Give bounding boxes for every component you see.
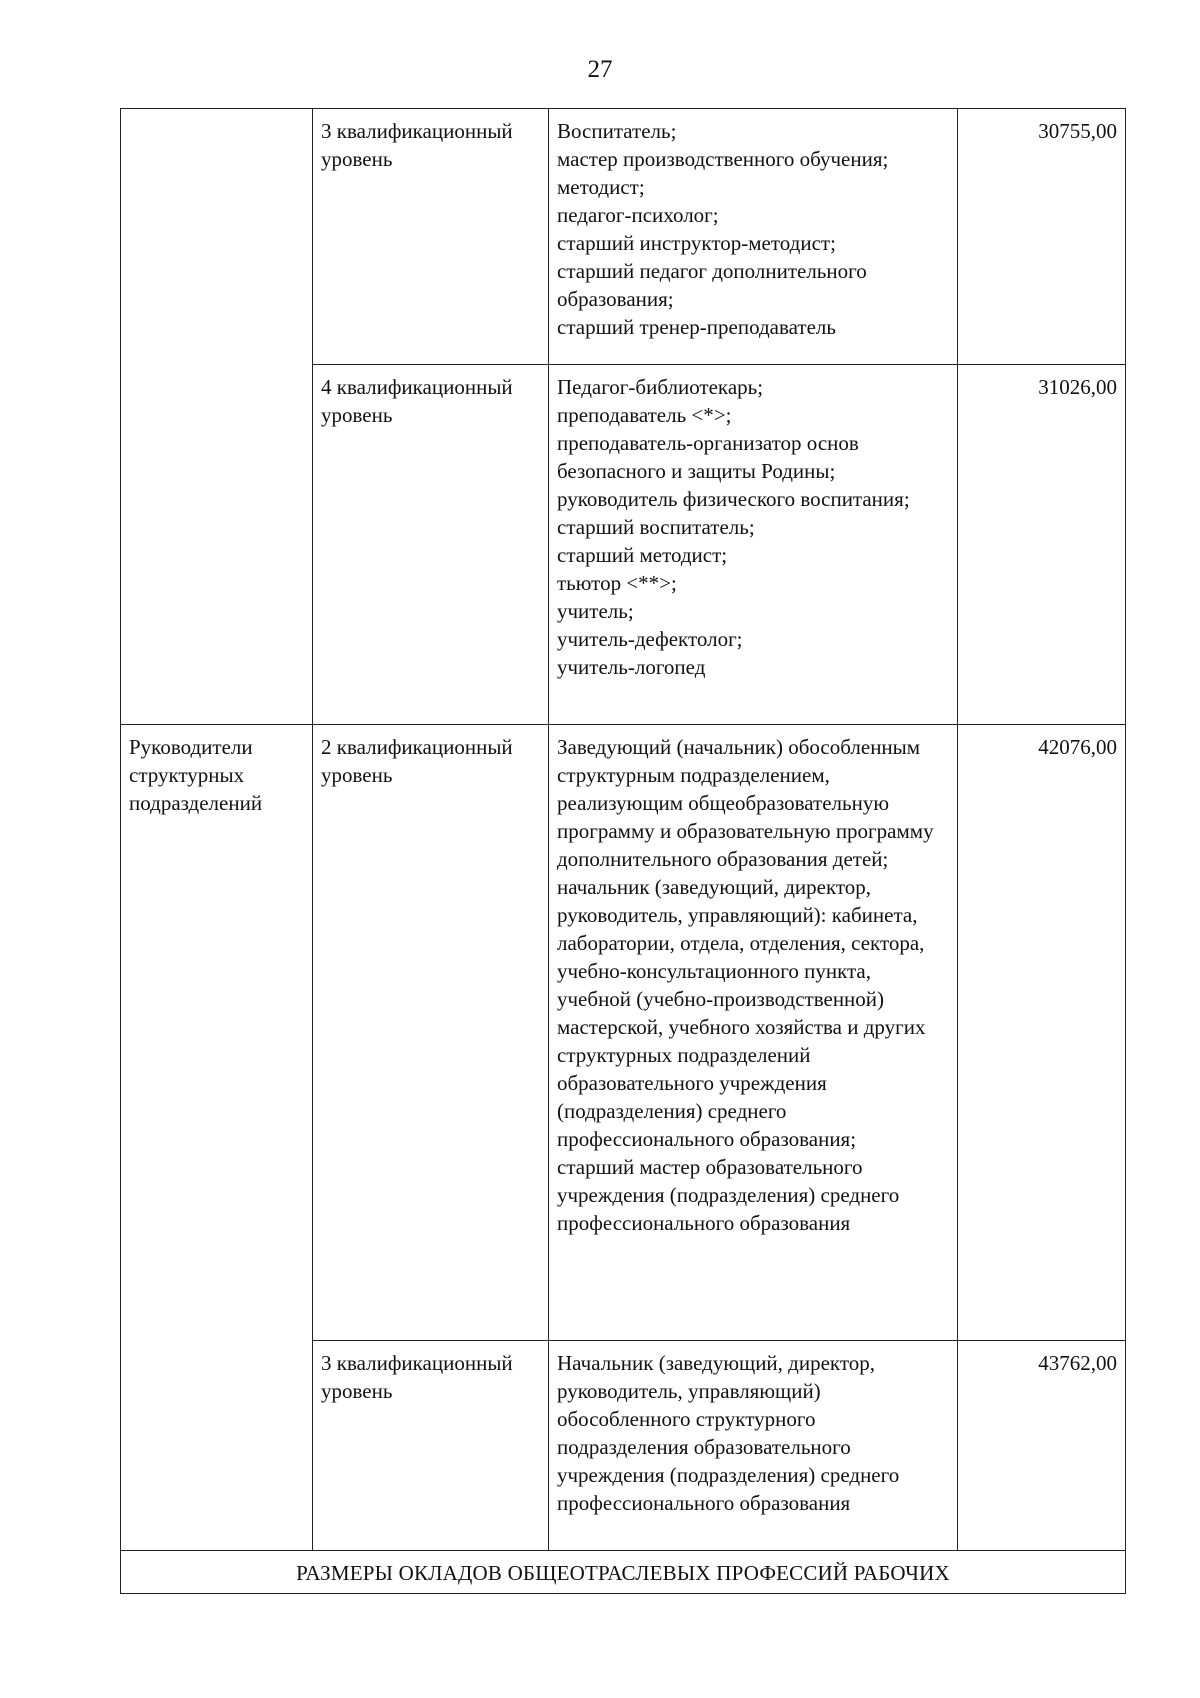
position-item: старший мастер образовательного учреждения (подразделения) среднего профессионального образования: [557, 1155, 900, 1235]
position-item: руководитель физического воспитания;: [557, 487, 910, 511]
position-item: учитель-логопед: [557, 655, 706, 679]
section-heading: РАЗМЕРЫ ОКЛАДОВ ОБЩЕОТРАСЛЕВЫХ ПРОФЕССИЙ РАБОЧИХ: [121, 1551, 1126, 1594]
positions-cell: [549, 1341, 958, 1551]
position-item: Заведующий (начальник) обособленным структурным подразделением, реализующим общеобразовательную программу и образовательную программу дополнительного образования детей;: [557, 735, 934, 871]
position-item: старший методист;: [557, 543, 728, 567]
positions-cell: [549, 365, 958, 725]
position-item: учитель-дефектолог;: [557, 627, 743, 651]
salary-cell: 31026,00: [958, 365, 1126, 725]
level-cell: 3 квалификационный уровень: [313, 1341, 549, 1551]
position-item: старший педагог дополнительного образования;: [557, 259, 867, 311]
position-item: педагог-психолог;: [557, 203, 719, 227]
salary-table: [120, 108, 1126, 1594]
position-item: Начальник (заведующий, директор, руководитель, управляющий) обособленного структурного подразделения образовательного учреждения (подразделения) среднего профессионального образования: [557, 1351, 900, 1515]
positions-cell: [549, 725, 958, 1341]
position-item: учитель;: [557, 599, 634, 623]
level-cell: 4 квалификационный уровень: [313, 365, 549, 725]
position-item: методист;: [557, 175, 645, 199]
table-row: [121, 725, 1126, 1341]
table-row: [121, 1551, 1126, 1594]
table-row: [121, 109, 1126, 365]
positions-cell: [549, 109, 958, 365]
position-item: тьютор <**>;: [557, 571, 677, 595]
page-number: 27: [587, 56, 613, 83]
level-cell: 3 квалификационный уровень: [313, 109, 549, 365]
position-item: преподаватель-организатор основ безопасного и защиты Родины;: [557, 431, 859, 483]
position-item: старший тренер-преподаватель: [557, 315, 836, 339]
group-cell: [121, 109, 313, 725]
position-item: начальник (заведующий, директор, руководитель, управляющий): кабинета, лаборатории, отдела, отделения, сектора, учебно-консультационного пункта, учебной (учебно-производственной) мастерской, учебного хозяйства и других структурных подразделений образовательного учреждения (подразделения) среднего профессионального образования;: [557, 875, 926, 1151]
position-item: мастер производственного обучения;: [557, 147, 889, 171]
level-cell: 2 квалификационный уровень: [313, 725, 549, 1341]
salary-cell: 30755,00: [958, 109, 1126, 365]
salary-cell: 43762,00: [958, 1341, 1126, 1551]
position-item: Воспитатель;: [557, 119, 677, 143]
position-item: преподаватель <*>;: [557, 403, 732, 427]
group-cell: Руководители структурных подразделений: [121, 725, 313, 1551]
position-item: Педагог-библиотекарь;: [557, 375, 764, 399]
position-item: старший инструктор-методист;: [557, 231, 836, 255]
salary-cell: 42076,00: [958, 725, 1126, 1341]
position-item: старший воспитатель;: [557, 515, 755, 539]
